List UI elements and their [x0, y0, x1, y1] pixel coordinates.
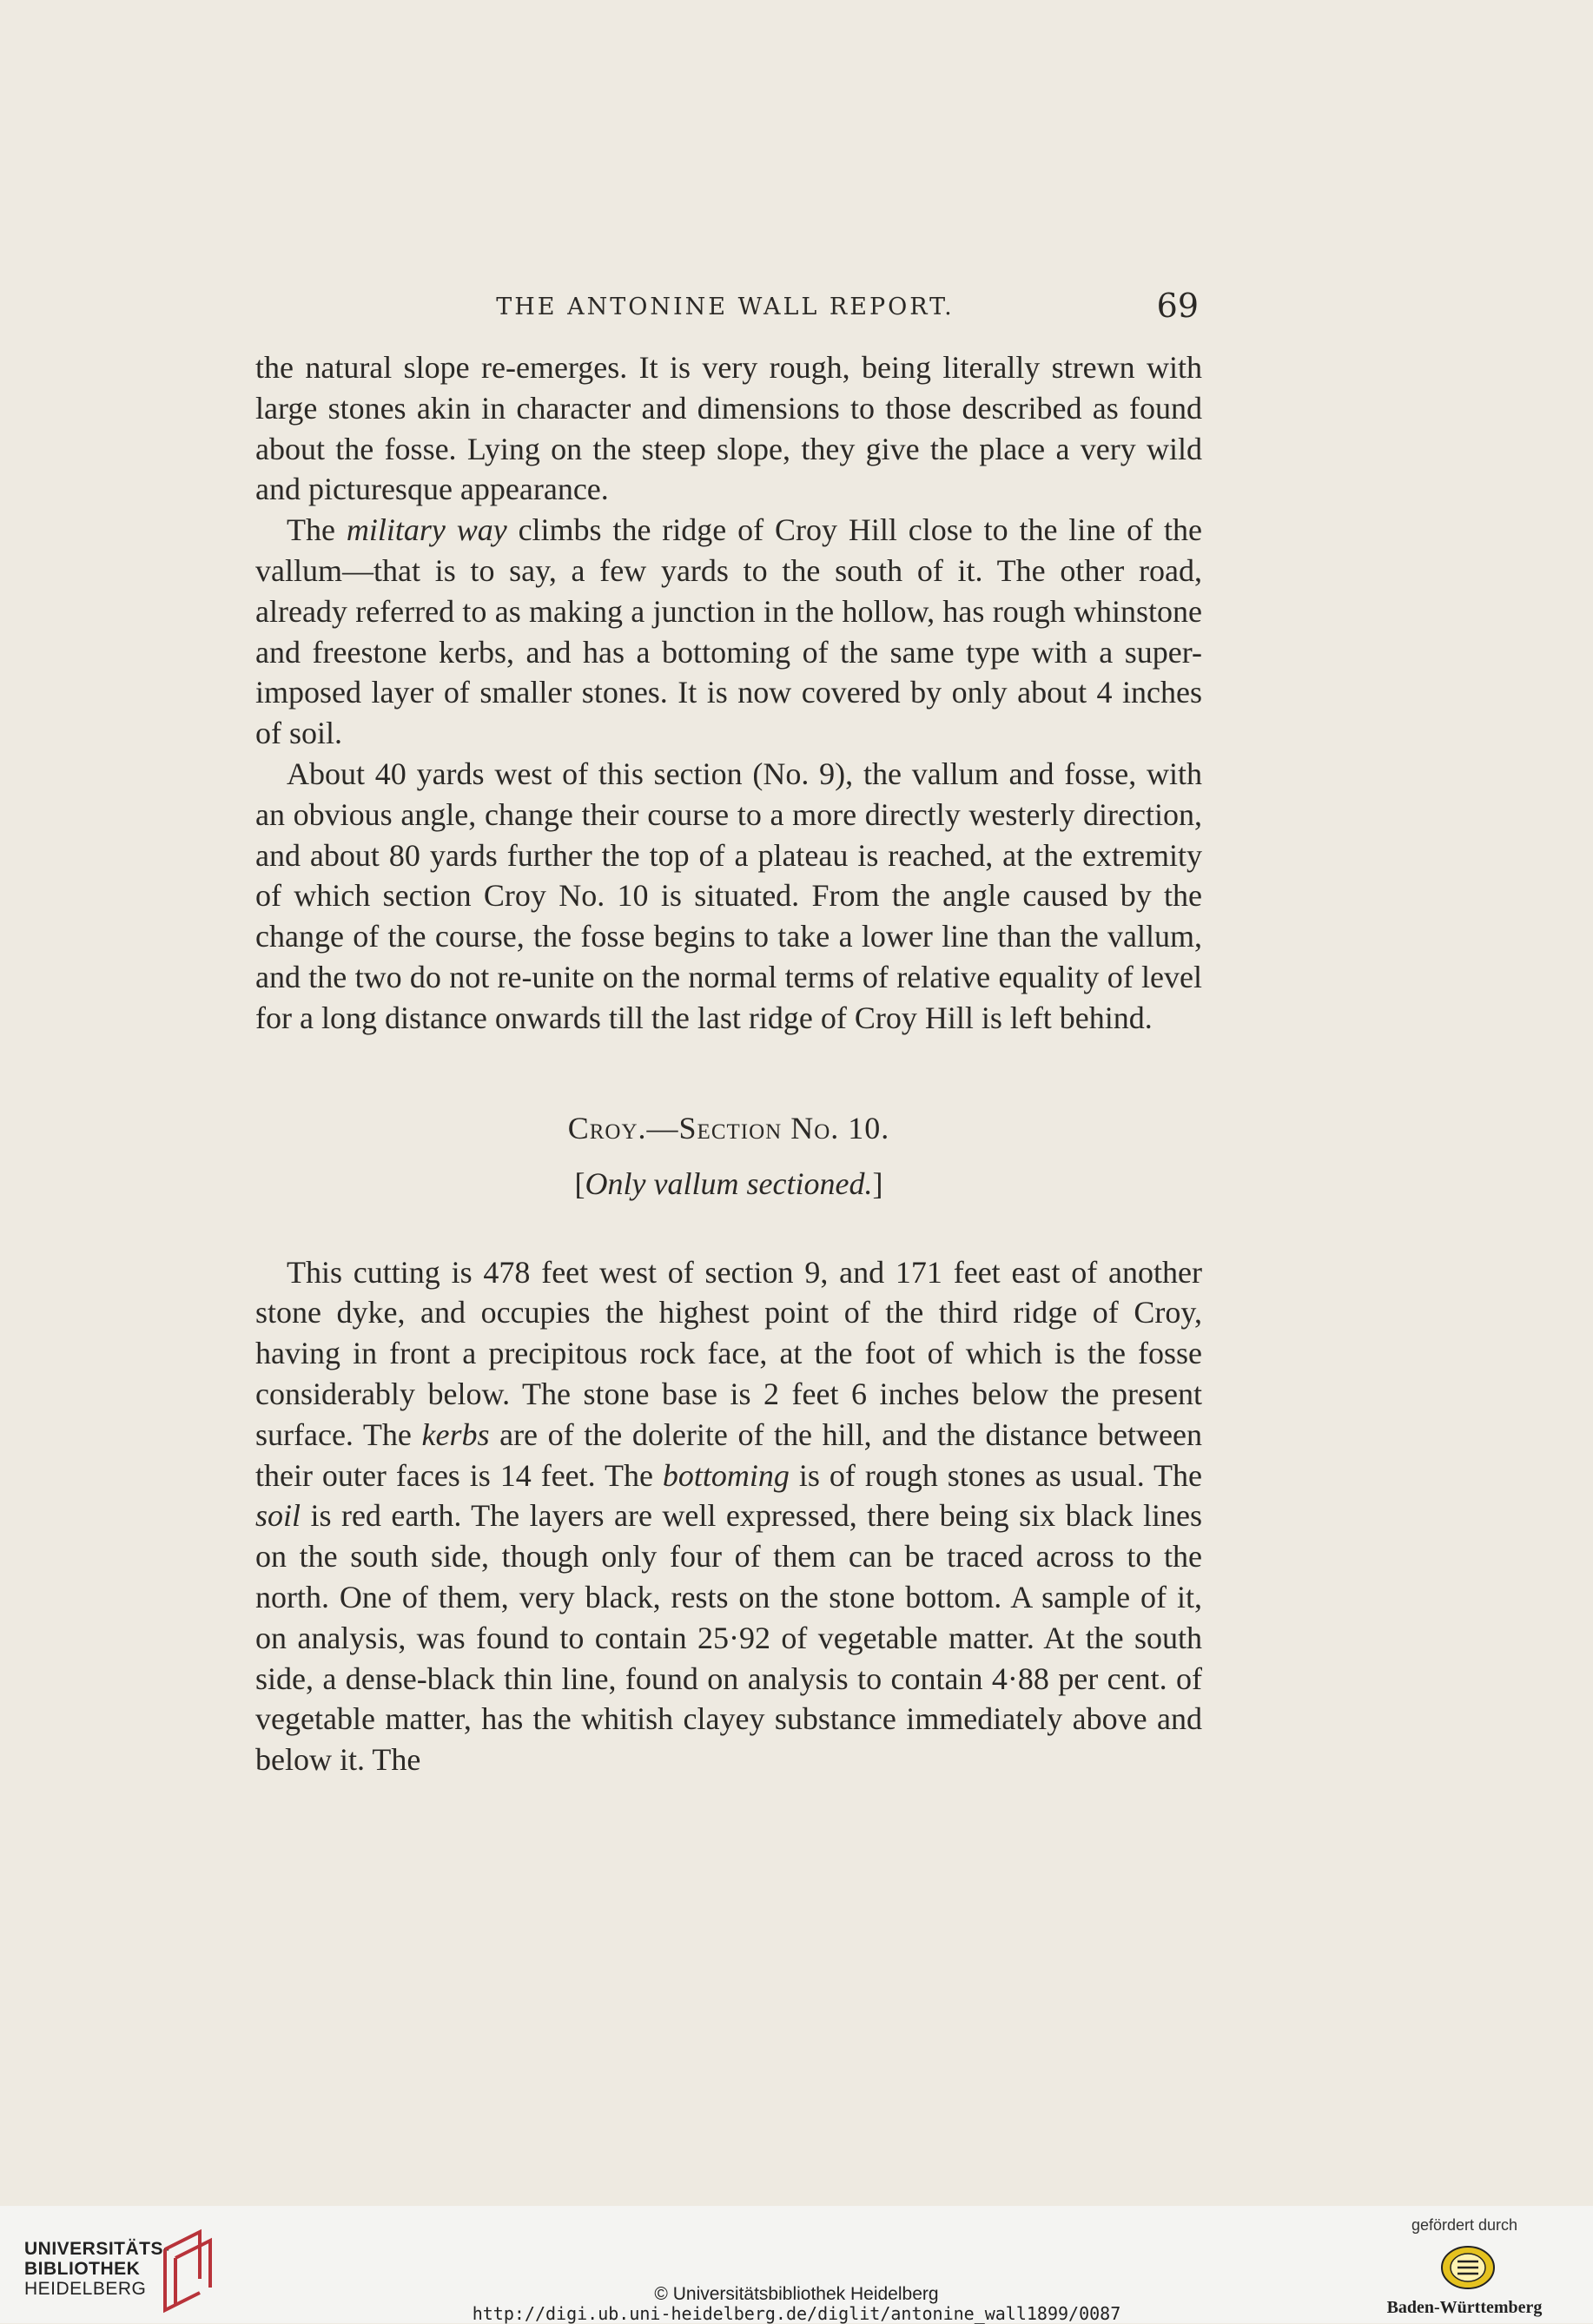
kerbs-italic: kerbs — [421, 1416, 490, 1452]
paragraph-3: About 40 yards west of this section (No. 9), the vallum and fosse, with an obvious angle, change their course to a more directly westerly direction, and about 80 yards further the top of a plateau is reached, at the extremity of which section Croy No. 10 is situated. From the angle caused by the change of the course, the fosse begins to take a lower line than the vallum, and the two do not re-unite on the normal terms of relative equality of level for a long distance onwards till the last ridge of Croy Hill is left behind. — [255, 756, 1202, 1035]
bracket-open: [ — [574, 1165, 585, 1201]
body-text — [255, 347, 1202, 1780]
running-head — [252, 287, 1199, 330]
sponsor-caption: gefördert durch — [1411, 2216, 1518, 2234]
bracket-close: ] — [872, 1165, 883, 1201]
library-line-3: HEIDELBERG — [24, 2279, 147, 2299]
military-way-italic: military way — [346, 512, 507, 548]
coat-of-arms-icon — [1419, 2237, 1517, 2298]
library-line-2: BIBLIOTHEK — [24, 2259, 141, 2279]
section-note — [255, 1164, 1202, 1204]
p4-part-b: are of the dolerite of the hill, and the distance between their outer faces is 14 feet. The — [255, 1416, 1202, 1493]
soil-italic: soil — [255, 1498, 301, 1534]
page-number: 69 — [1156, 287, 1199, 325]
library-line-1: UNIVERSITÄTS- — [24, 2239, 170, 2259]
paragraph-2 — [255, 510, 1202, 754]
p4-part-a: This cutting is 478 feet west of section 9, and 171 feet east of another stone dyke, and occupies the highest point of the third ridge of Croy, having in front a precipitous rock face, at the foot of which is the fosse considerably below. The stone base is 2 feet 6 inches below the present surface. The — [255, 1254, 1202, 1452]
section-heading: Croy.—Section No. 10. — [567, 1110, 890, 1145]
paragraph-4 — [255, 1252, 1202, 1780]
section-note-text: Only vallum sectioned. — [585, 1165, 873, 1201]
sponsor-name: Baden-Württemberg — [1386, 2298, 1543, 2317]
paragraph-2-start: The — [287, 512, 347, 548]
paragraph-2-rest: climbs the ridge of Croy Hill close to the line of the vallum—that is to say, a few yards to the south of it. The other road, already referred to as making a junction in the hollow, has rough whinstone and freestone kerbs, and has a bottoming of the same type with a super-imposed layer of smaller stones. It is now covered by only about 4 inches of soil. — [255, 512, 1203, 751]
running-title: THE ANTONINE WALL REPORT. — [496, 294, 955, 320]
bottoming-italic: bottoming — [662, 1457, 790, 1493]
copyright-notice: © Universitätsbibliothek Heidelberg — [654, 2284, 939, 2304]
paragraph-1: the natural slope re-emerges. It is very rough, being literally strewn with large stones akin in character and dimensions to those described as found about the fosse. Lying on the steep slope, they give the place a very wild and picturesque appearance. — [255, 350, 1202, 507]
footer-bar — [0, 2206, 1593, 2323]
permalink-url[interactable]: http://digi.ub.uni-heidelberg.de/diglit/antonine_wall1899/0087 — [472, 2303, 1121, 2324]
p4-part-c: is of rough stones as usual. The — [789, 1457, 1202, 1493]
p4-part-d: is red earth. The layers are well expressed, there being six black lines on the south side, though only four of them can be traced across to the north. One of them, very black, rests on the stone bottom. A sample of it, on analysis, was found to contain 25·92 of vegetable matter. At the south side, a dense-black thin line, found on analysis to contain 4·88 per cent. of vegetable matter, has the whitish clayey substance immediately above and below it. The — [255, 1498, 1202, 1778]
